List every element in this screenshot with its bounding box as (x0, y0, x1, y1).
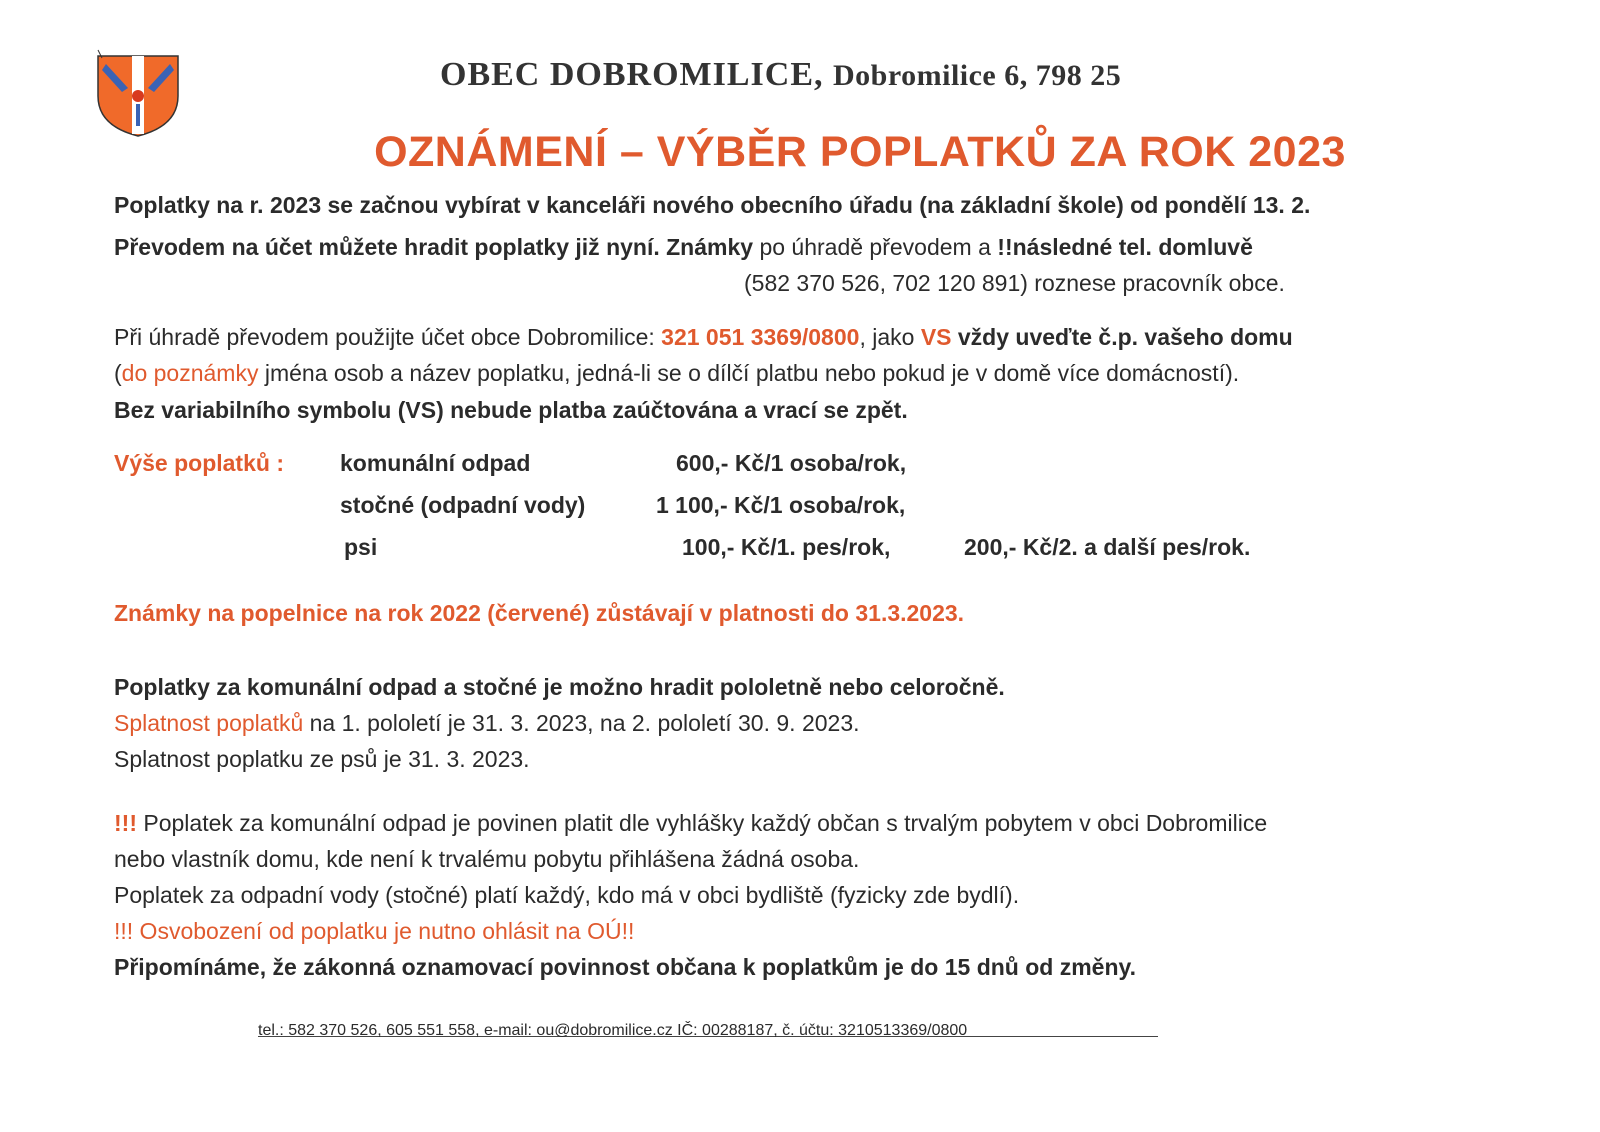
intro-line-2 (114, 234, 1253, 261)
fee-name: komunální odpad (340, 450, 531, 476)
fees-label: Výše poplatků : (114, 450, 284, 476)
fee-name: stočné (odpadní vody) (340, 492, 586, 518)
due-label: Splatnost poplatků (114, 710, 304, 736)
fee-name: psi (344, 534, 378, 560)
intro-line-3: (582 370 526, 702 120 891) roznese pracovník obce. (744, 270, 1285, 296)
intro-line-2-bold2: !!následné tel. domluvě (997, 234, 1253, 260)
notice-line-4: !!! Osvobození od poplatku je nutno ohlásit na OÚ!! (114, 918, 635, 944)
payment-paren: ( (114, 360, 122, 386)
payment-text-c: vždy uveďte č.p. vašeho domu (951, 324, 1293, 350)
municipality-address: Dobromilice 6, 798 25 (833, 59, 1122, 92)
payment-text-b: , jako (859, 324, 921, 350)
payment-line-1 (114, 324, 1293, 351)
notice-line-3: Poplatek za odpadní vody (stočné) platí každý, kdo má v obci bydliště (fyzicky zde bydlí). (114, 882, 1020, 908)
vs-label: VS (920, 324, 952, 350)
notice-line-2: nebo vlastník domu, kde není k trvalému pobytu přihlášena žádná osoba. (114, 846, 860, 872)
notice-line-5: Připomínáme, že zákonná oznamovací povinnost občana k poplatkům je do 15 dnů od změny. (114, 954, 1136, 980)
letterhead (440, 56, 1121, 94)
payment-line-3: Bez variabilního symbolu (VS) nebude platba zaúčtována a vrací se zpět. (114, 397, 908, 423)
notice-line-1-text: Poplatek za komunální odpad je povinen platit dle vyhlášky každý občan s trvalým pobytem v obci Dobromilice (136, 810, 1268, 836)
fee-amount: 600,- Kč/1 osoba/rok, (676, 450, 907, 476)
intro-line-1: Poplatky na r. 2023 se začnou vybírat v kanceláři nového obecního úřadu (na základní škole) od pondělí 13. 2. (114, 192, 1311, 218)
account-number: 321 051 3369/0800 (661, 324, 860, 350)
payment-note-label: do poznámky (121, 360, 259, 386)
due-line-3: Splatnost poplatku ze psů je 31. 3. 2023. (114, 746, 530, 772)
payment-line-2 (114, 360, 1239, 387)
fee-amount: 1 100,- Kč/1 osoba/rok, (656, 492, 906, 518)
intro-line-2-rest: po úhradě převodem a (753, 234, 998, 260)
notice-exclamation: !!! (114, 810, 137, 836)
fee-extra: 200,- Kč/2. a další pes/rok. (964, 534, 1251, 560)
page-title: OZNÁMENÍ – VÝBĚR POPLATKŮ ZA ROK 2023 (374, 128, 1346, 176)
intro-line-2-bold: Převodem na účet můžete hradit poplatky již nyní. Známky (114, 234, 754, 260)
due-line-1: Poplatky za komunální odpad a stočné je možno hradit pololetně nebo celoročně. (114, 674, 1005, 700)
notice-line-1 (114, 810, 1267, 837)
due-line-2 (114, 710, 860, 737)
stickers-note: Známky na popelnice na rok 2022 (červené) zůstávají v platnosti do 31.3.2023. (114, 600, 965, 626)
footer-contact: tel.: 582 370 526, 605 551 558, e-mail: ou@dobromilice.cz IČ: 00288187, č. účtu: 3210513369/0800 (258, 1022, 968, 1039)
fee-amount: 100,- Kč/1. pes/rok, (682, 534, 891, 560)
due-line-2-rest: na 1. pololetí je 31. 3. 2023, na 2. pololetí 30. 9. 2023. (303, 710, 860, 736)
payment-line-2-rest: jména osob a název poplatku, jedná-li se o dílčí platbu nebo pokud je v domě více domácností). (258, 360, 1240, 386)
payment-text-a: Při úhradě převodem použijte účet obce Dobromilice: (114, 324, 662, 350)
municipal-coat-of-arms (92, 48, 184, 138)
municipality-name: OBEC DOBROMILICE, (440, 56, 824, 93)
